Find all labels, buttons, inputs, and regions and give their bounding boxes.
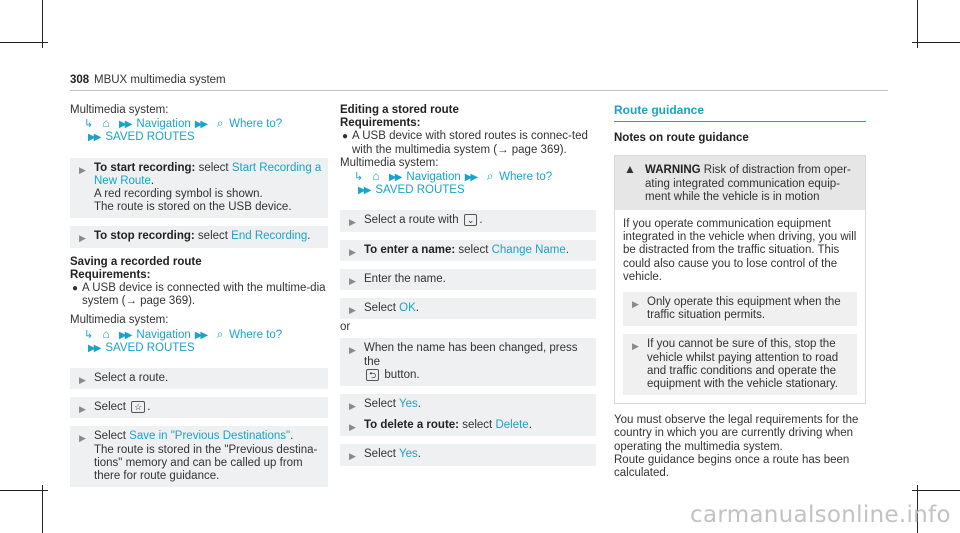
forward-icon: ▶▶ (119, 329, 131, 341)
paragraph: You must observe the legal requirements for the country in which you are currently driving when operating the multimedia system. (614, 414, 859, 453)
where-link[interactable]: Where to? (229, 118, 283, 131)
end-recording-link[interactable]: End Recording (231, 230, 308, 243)
step-text: Select a route. (94, 372, 169, 385)
warning-step-text: Only operate this equipment when the traffic situation permits. (647, 296, 841, 322)
step-text: . (290, 430, 294, 443)
path-arrow-icon: ↳ (84, 118, 94, 131)
delete-link[interactable]: Delete (495, 419, 529, 432)
warning-body (615, 210, 865, 403)
step-text: select (459, 419, 496, 432)
step-enter-name (340, 240, 596, 261)
forward-icon: ▶▶ (358, 185, 370, 197)
back-icon[interactable]: ⮌ (366, 369, 379, 381)
step-text: . (417, 448, 421, 461)
heading-editing: Editing a stored route (340, 104, 459, 116)
saved-link[interactable]: SAVED ROUTES (375, 184, 465, 197)
header-rule (70, 90, 888, 91)
paragraph: Route guidance begins once a route has been calculated. (614, 453, 850, 480)
watermark: carmanualsonline.info (690, 502, 951, 528)
heading-requirements: Requirements: (70, 268, 151, 281)
step-select-yes-2 (340, 444, 596, 465)
warning-text: If you operate communication equipment integrated in the vehicle when driving, you will be distracted from the traffic situation. This could also cause you to lose control of the vehicle. (623, 218, 857, 283)
step-icon: ▶ (349, 401, 356, 412)
step-save-previous (70, 426, 328, 487)
path-arrow-icon: ↳ (354, 171, 364, 184)
heading-saving: Saving a recorded route (70, 255, 202, 268)
scroll-down-icon[interactable]: ⌄ (464, 214, 478, 226)
step-text: Select (364, 398, 399, 411)
star-icon[interactable]: ☆ (131, 401, 145, 413)
nav-link[interactable]: Navigation (136, 328, 191, 341)
step-icon: ▶ (349, 246, 356, 257)
step-result: A red recording symbol is shown. (94, 188, 263, 201)
step-text: . (307, 230, 311, 243)
crop-mark (912, 490, 960, 491)
page-number: 308 (70, 74, 90, 86)
warning-header (615, 156, 865, 210)
step-icon: ▶ (79, 404, 86, 415)
step-result: The route is stored in the "Previous destina-tions" memory and can be called up from there for route guidance. (94, 443, 318, 483)
menu-path (70, 328, 328, 342)
step-icon: ▶ (349, 422, 356, 433)
ms-label: Multimedia system: (70, 314, 169, 327)
step-lead: To stop recording: (94, 230, 195, 243)
step-text: Enter the name. (364, 272, 446, 285)
requirement-text: A USB device with stored routes is connec-ted with the multimedia system (→ page 369). (352, 130, 588, 156)
warning-box (614, 155, 866, 404)
step-text: Select (364, 302, 400, 315)
page-title: MBUX multimedia system (94, 74, 226, 86)
crop-mark (0, 42, 48, 43)
step-text: . (528, 419, 532, 432)
step-text: . (565, 243, 569, 256)
requirement-text: A USB device is connected with the multime-dia system (→ page 369). (82, 282, 326, 308)
step-select-yes (340, 394, 596, 415)
step-text: Select (94, 430, 130, 443)
step-icon: ▶ (79, 433, 86, 444)
nav-link[interactable]: Navigation (406, 171, 461, 184)
heading-requirements: Requirements: (340, 117, 421, 130)
step-lead: To start recording: (94, 161, 196, 174)
step-icon: ▶ (349, 305, 356, 316)
yes-link[interactable]: Yes (398, 398, 418, 411)
crop-mark (0, 490, 48, 491)
requirement-item: ● A USB device with stored routes is connec-ted with the multimedia system (→ page 369). (342, 130, 588, 156)
step-select-route-with (340, 210, 596, 231)
saved-link[interactable]: SAVED ROUTES (105, 131, 195, 144)
step-text: . (150, 174, 155, 187)
step-enter-the-name (340, 269, 596, 290)
warning-step (623, 292, 857, 326)
warning-label: WARNING (645, 164, 701, 177)
step-text: . (147, 401, 151, 414)
where-link[interactable]: Where to? (499, 171, 553, 184)
home-icon: ⌂ (102, 326, 110, 341)
warning-icon: ▲ (624, 162, 636, 177)
ms-label: Multimedia system: (70, 104, 169, 116)
step-text: button. (381, 368, 420, 381)
step-select-star (70, 397, 328, 418)
forward-icon: ▶▶ (119, 119, 131, 131)
forward-icon: ▶▶ (88, 342, 100, 354)
forward-icon: ▶▶ (464, 172, 477, 184)
step-text: select (455, 243, 492, 256)
step-text: Select (94, 401, 130, 414)
step-delete-route (340, 415, 596, 436)
step-text: Select (364, 448, 399, 461)
step-icon: ▶ (349, 345, 356, 356)
start-recording-link[interactable]: Start Recording a New Route (94, 161, 322, 187)
step-text: select (195, 161, 232, 174)
crop-mark (42, 485, 43, 533)
step-text: . (417, 398, 421, 411)
heading-notes: Notes on route guidance (614, 132, 749, 145)
step-icon: ▶ (79, 233, 86, 244)
step-select-route (70, 368, 328, 389)
step-icon: ▶ (79, 164, 86, 175)
step-text: . (479, 214, 483, 227)
step-stop-recording (70, 226, 328, 247)
forward-icon: ▶▶ (389, 172, 401, 184)
step-icon: ▶ (79, 375, 86, 386)
step-lead: To delete a route: (364, 419, 459, 432)
step-select-ok (340, 298, 596, 319)
search-icon: ⌕ (486, 169, 494, 184)
warning-title: Risk of distraction from oper-ating integrated communication equip-ment while the vehicle is in motion (645, 164, 851, 203)
step-press-back (340, 338, 596, 386)
step-text: select (194, 230, 232, 243)
requirement-item: ● A USB device is connected with the multime-dia system (→ page 369). (72, 282, 326, 308)
column-1 (70, 104, 328, 487)
ms-label: Multimedia system: (340, 156, 439, 169)
save-previous-link[interactable]: Save in "Previous Destinations" (129, 430, 291, 443)
warning-step (623, 334, 857, 395)
warning-step-text: If you cannot be sure of this, stop the vehicle whilst paying attention to road and traffic conditions and operate the equipment with the vehicle stationary. (647, 338, 839, 391)
nav-link[interactable]: Navigation (136, 118, 191, 131)
step-lead: To enter a name: (364, 243, 456, 256)
step-text: . (415, 302, 419, 315)
crop-mark (917, 0, 918, 48)
step-icon: ▶ (632, 341, 639, 352)
forward-icon: ▶▶ (194, 329, 207, 341)
yes-link[interactable]: Yes (398, 448, 418, 461)
search-icon: ⌕ (216, 326, 224, 341)
change-name-link[interactable]: Change Name (491, 243, 566, 256)
saved-link[interactable]: SAVED ROUTES (105, 341, 195, 354)
step-icon: ▶ (349, 451, 356, 462)
section-title: Route guidance (614, 104, 866, 122)
home-icon: ⌂ (102, 116, 110, 131)
step-icon: ▶ (349, 275, 356, 286)
step-text: Select a route with (364, 214, 462, 227)
or-text: or (340, 321, 351, 334)
column-3 (614, 104, 866, 480)
forward-icon: ▶▶ (88, 132, 100, 144)
step-start-recording (70, 158, 328, 219)
menu-path (70, 117, 328, 131)
home-icon: ⌂ (372, 169, 380, 184)
step-icon: ▶ (632, 299, 639, 310)
forward-icon: ▶▶ (194, 119, 207, 131)
column-2 (340, 104, 596, 466)
where-link[interactable]: Where to? (229, 328, 283, 341)
crop-mark (42, 0, 43, 48)
ok-link[interactable]: OK (399, 302, 416, 315)
menu-path-2 (70, 131, 328, 144)
search-icon: ⌕ (216, 116, 224, 131)
step-result: The route is stored on the USB device. (94, 201, 292, 214)
menu-path-2 (70, 342, 328, 355)
menu-path-2 (340, 184, 596, 197)
menu-path (340, 170, 596, 184)
path-arrow-icon: ↳ (84, 328, 94, 341)
step-icon: ▶ (349, 217, 356, 228)
crop-mark (912, 42, 960, 43)
step-text: When the name has been changed, press the (364, 342, 578, 368)
